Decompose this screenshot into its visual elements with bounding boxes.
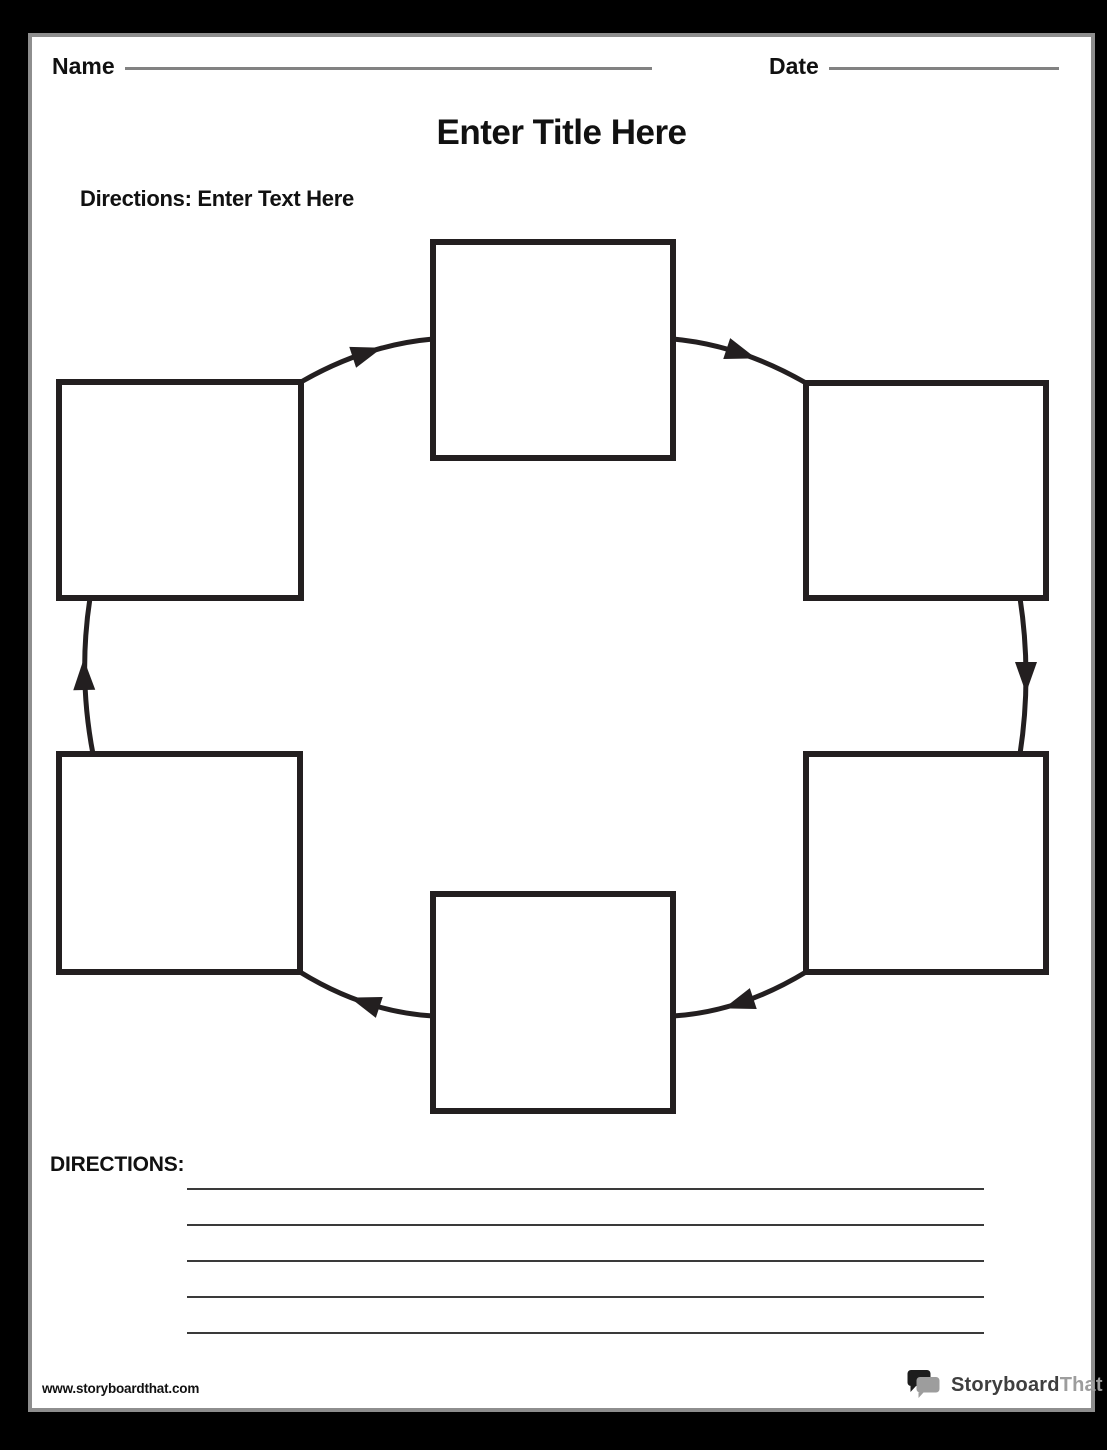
brand-name-secondary: That: [1059, 1374, 1103, 1396]
arrowhead-icon: [720, 988, 756, 1019]
cycle-box-top: [433, 242, 673, 458]
cycle-box-top-right: [806, 383, 1046, 598]
writing-line: [187, 1260, 984, 1262]
directions-inline-text: Directions: Enter Text Here: [80, 186, 354, 211]
arrowhead-icon: [349, 337, 385, 368]
worksheet-page: [28, 33, 1103, 1412]
page-title: Enter Title Here: [436, 113, 687, 152]
writing-line: [187, 1224, 984, 1226]
website-url: www.storyboardthat.com: [42, 1381, 200, 1396]
writing-line: [187, 1188, 984, 1190]
name-label: Name: [52, 53, 115, 79]
speech-bubbles-icon: [907, 1369, 944, 1402]
cycle-box-bottom-left: [59, 754, 300, 972]
arrow-topleft-to-top: [301, 339, 433, 382]
storyboardthat-logo: [907, 1369, 1103, 1402]
arrowhead-icon: [346, 987, 382, 1018]
cycle-box-bottom-right: [806, 754, 1046, 972]
arrowhead-icon: [723, 338, 759, 369]
date-label: Date: [769, 53, 819, 79]
arrowhead-icon: [1015, 662, 1037, 693]
cycle-diagram: [32, 37, 1091, 1408]
brand-name-primary: Storyboard: [951, 1374, 1060, 1396]
writing-line: [187, 1296, 984, 1298]
directions-section-label: DIRECTIONS:: [50, 1153, 185, 1176]
cycle-box-top-left: [59, 382, 301, 598]
cycle-box-bottom-center: [433, 894, 673, 1111]
writing-line: [187, 1332, 984, 1334]
arrow-bottomright-to-bottomcenter: [673, 972, 806, 1016]
arrowhead-icon: [73, 659, 96, 690]
